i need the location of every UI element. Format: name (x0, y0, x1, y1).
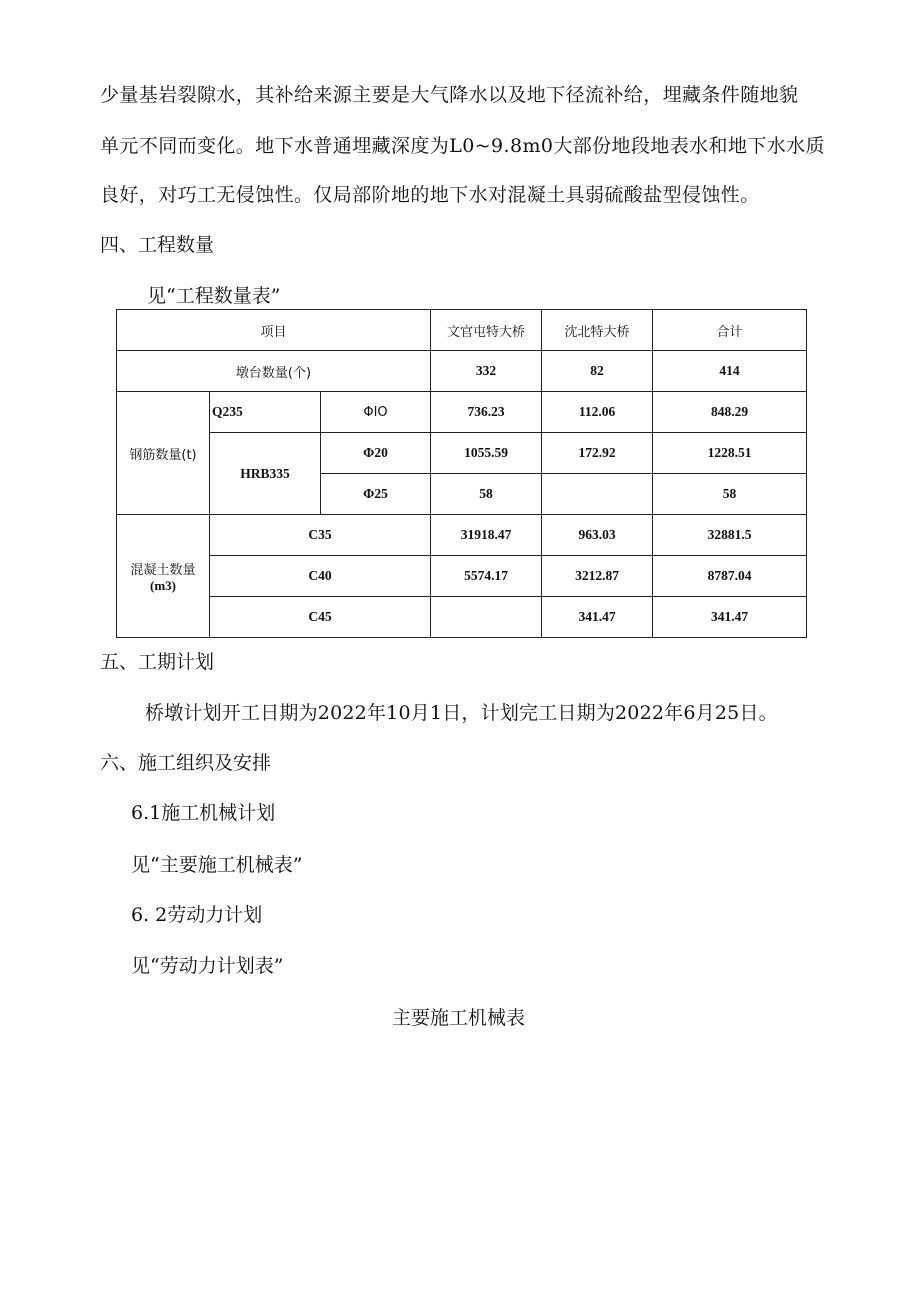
table-cell: 58 (431, 474, 542, 515)
table-header-row (117, 310, 807, 351)
pier-count-label: 墩台数量(个) (117, 351, 431, 392)
intro-line-2: 单元不同而变化。地下水普通埋藏深度为L0~9.8m0大部份地段地表水和地下水水质 (100, 135, 825, 157)
concrete-label-unit: (m3) (150, 577, 176, 593)
rebar-size: Φ25 (321, 474, 431, 515)
table-cell: 32881.5 (653, 515, 807, 556)
table-cell: 5574.17 (431, 556, 542, 597)
labor-plan-subheading: 6. 2劳动力计划 (131, 904, 263, 926)
machinery-table-reference: 见“主要施工机械表” (131, 854, 303, 876)
table-cell: 332 (431, 351, 542, 392)
table-cell (431, 597, 542, 638)
table-cell: 3212.87 (542, 556, 653, 597)
labor-table-reference: 见“劳动力计划表” (131, 955, 284, 977)
table-cell: 8787.04 (653, 556, 807, 597)
table-row (117, 556, 807, 597)
table-cell: 1228.51 (653, 433, 807, 474)
table-cell: 341.47 (653, 597, 807, 638)
section-4-heading: 四、工程数量 (100, 234, 215, 256)
quantity-table (116, 309, 807, 638)
schedule-text: 桥墩计划开工日期为2022年10月1日，计划完工日期为2022年6月25日。 (145, 702, 778, 724)
quantity-table-reference: 见“工程数量表” (147, 285, 281, 307)
rebar-grade-q235: Q235 (210, 392, 321, 433)
rebar-quantity-label: 钢筋数量(t) (117, 392, 210, 515)
table-row (117, 515, 807, 556)
header-item: 项目 (117, 310, 431, 351)
rebar-size: Φ20 (321, 433, 431, 474)
table-row (117, 597, 807, 638)
table-cell: 172.92 (542, 433, 653, 474)
table-cell: 736.23 (431, 392, 542, 433)
table-row (117, 433, 807, 474)
rebar-grade-hrb335: HRB335 (210, 433, 321, 515)
table-cell: 414 (653, 351, 807, 392)
table-row (117, 392, 807, 433)
header-col-shenbei: 沈北特大桥 (542, 310, 653, 351)
section-5-heading: 五、工期计划 (100, 651, 215, 673)
table-cell: 341.47 (542, 597, 653, 638)
table-cell: 58 (653, 474, 807, 515)
machinery-table-title: 主要施工机械表 (392, 1007, 526, 1029)
concrete-grade: C40 (210, 556, 431, 597)
table-cell: 1055.59 (431, 433, 542, 474)
intro-line-1: 少量基岩裂隙水，其补给来源主要是大气降水以及地下径流补给，埋藏条件随地貌 (100, 84, 799, 106)
section-6-heading: 六、施工组织及安排 (100, 752, 272, 774)
table-cell: 112.06 (542, 392, 653, 433)
rebar-size: ΦIO (321, 392, 431, 433)
table-cell: 31918.47 (431, 515, 542, 556)
header-col-total: 合计 (653, 310, 807, 351)
machinery-plan-subheading: 6.1施工机械计划 (131, 802, 276, 824)
table-row (117, 351, 807, 392)
table-cell (542, 474, 653, 515)
concrete-grade: C35 (210, 515, 431, 556)
concrete-grade: C45 (210, 597, 431, 638)
table-cell: 848.29 (653, 392, 807, 433)
intro-line-3: 良好，对巧工无侵蚀性。仅局部阶地的地下水对混凝土具弱硫酸盐型侵蚀性。 (100, 184, 760, 206)
concrete-label-text: 混凝土数量 (130, 562, 196, 578)
header-col-wenguantun: 文官屯特大桥 (431, 310, 542, 351)
table-cell: 963.03 (542, 515, 653, 556)
table-cell: 82 (542, 351, 653, 392)
concrete-quantity-label (117, 515, 210, 638)
